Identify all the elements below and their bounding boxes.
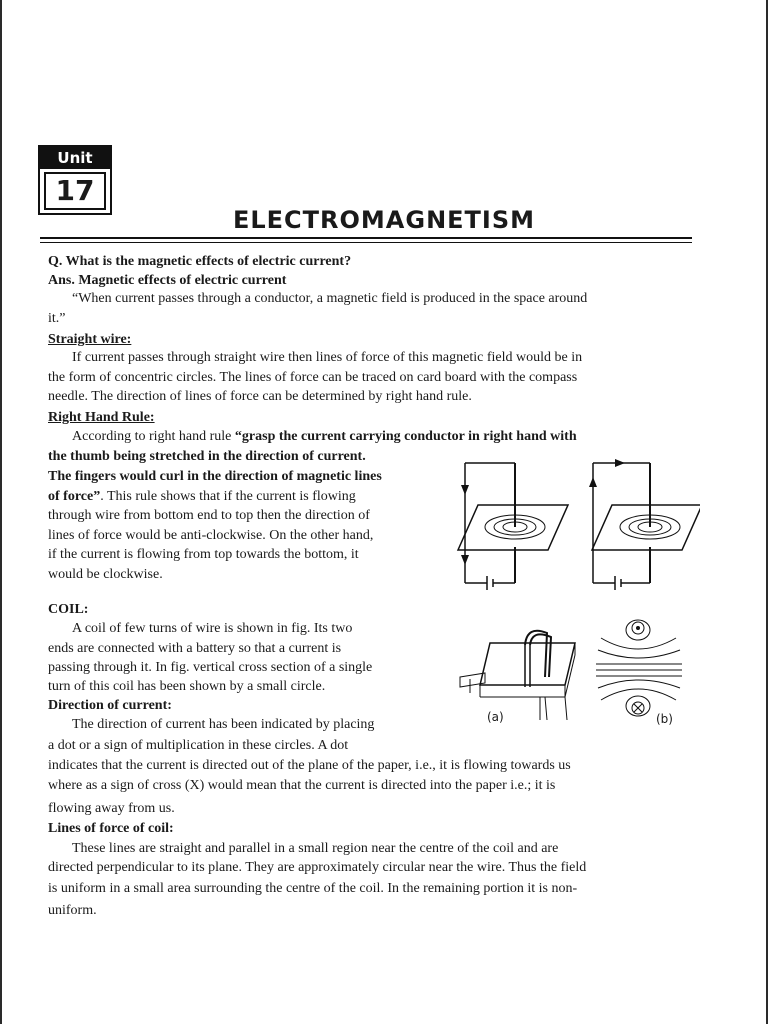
paragraph-line: If current passes through straight wire then lines of force of this magnetic field would be in [72, 350, 583, 365]
answer-heading: Ans. Magnetic effects of electric current [48, 273, 287, 288]
coil-figure-b [596, 608, 686, 728]
lines-of-force-heading: Lines of force of coil: [48, 821, 174, 836]
definition-line: it.” [48, 311, 66, 326]
paragraph-line [72, 428, 577, 446]
paragraph-line: ends are connected with a battery so that a current is [48, 641, 342, 656]
paragraph-line: is uniform in a small area surrounding the centre of the coil. In the remaining portion it is non- [48, 881, 578, 896]
title-rule-thin [40, 242, 692, 243]
unit-badge [38, 145, 112, 215]
paragraph-line: The direction of current has been indicated by placing [72, 717, 375, 732]
unit-number: 17 [44, 172, 106, 210]
rule-quote-end: of force” [48, 489, 101, 504]
paragraph-line: A coil of few turns of wire is shown in fig. Its two [72, 621, 353, 636]
straight-wire-figure-1 [455, 455, 570, 595]
paragraph-line: the form of concentric circles. The lines of force can be traced on card board with the compass [48, 370, 578, 385]
right-hand-rule-heading: Right Hand Rule: [48, 410, 155, 425]
question: Q. What is the magnetic effects of electric current? [48, 254, 352, 269]
unit-label: Unit [40, 147, 110, 169]
rule-quote-line: the thumb being stretched in the direction of current. [48, 449, 366, 464]
direction-heading: Direction of current: [48, 698, 172, 713]
rule-text: According to right hand rule [72, 429, 235, 444]
paragraph-line: directed perpendicular to its plane. They are approximately circular near the wire. Thus the field [48, 860, 587, 875]
paragraph-line: turn of this coil has been shown by a small circle. [48, 679, 326, 694]
rule-quote-line: The fingers would curl in the direction of magnetic lines [48, 469, 382, 484]
paragraph-line: These lines are straight and parallel in a small region near the centre of the coil and are [72, 841, 559, 856]
paragraph-line: flowing away from us. [48, 801, 175, 816]
paragraph-line: passing through it. In fig. vertical cross section of a single [48, 660, 373, 675]
paragraph-line [48, 488, 356, 506]
coil-figure-b-label: (b) [656, 712, 673, 726]
straight-wire-heading: Straight wire: [48, 332, 132, 347]
paragraph-line: a dot or a sign of multiplication in these circles. A dot [48, 738, 349, 753]
paragraph-line: through wire from bottom end to top then the direction of [48, 508, 370, 523]
paragraph-line: if the current is flowing from top towards the bottom, it [48, 547, 359, 562]
coil-figure-a [455, 625, 590, 725]
rule-text: . This rule shows that if the current is flowing [100, 489, 356, 504]
paragraph-line: uniform. [48, 903, 97, 918]
rule-quote: “grasp the current carrying conductor in right hand with [234, 429, 577, 444]
definition-line: “When current passes through a conductor, a magnetic field is produced in the space around [72, 291, 588, 306]
paragraph-line: indicates that the current is directed out of the plane of the paper, i.e., it is flowing towards us [48, 758, 571, 773]
page-left-edge [0, 0, 2, 1024]
paragraph-line: needle. The direction of lines of force can be determined by right hand rule. [48, 389, 472, 404]
paragraph-line: lines of force would be anti-clockwise. On the other hand, [48, 528, 374, 543]
coil-heading: COIL: [48, 602, 89, 617]
coil-figure-a-label: (a) [487, 710, 504, 724]
paragraph-line: would be clockwise. [48, 567, 163, 582]
chapter-title: ELECTROMAGNETISM [232, 206, 536, 234]
paragraph-line: where as a sign of cross (X) would mean that the current is directed into the paper i.e.; it is [48, 778, 556, 793]
straight-wire-figure-2 [585, 455, 700, 595]
title-rule [40, 237, 692, 239]
